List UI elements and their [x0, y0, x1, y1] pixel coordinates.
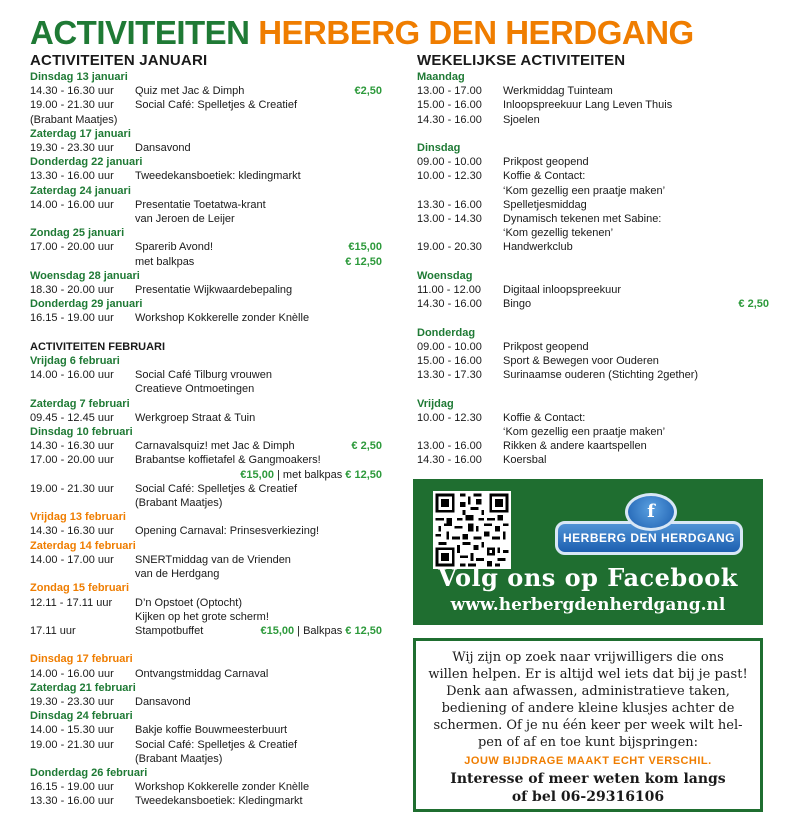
activity-row	[417, 198, 769, 212]
activity-desc: Spelletjesmiddag	[503, 198, 587, 211]
activity-desc: Stampotbuffet	[135, 624, 204, 637]
activity-desc: Quiz met Jac & Dimph	[135, 85, 245, 98]
activity-price: € 2,50	[738, 298, 769, 311]
activity-time: 13.00 - 17.00	[417, 85, 482, 98]
weekday-heading: Maandag	[417, 71, 465, 83]
activity-time: 14.30 - 16.00	[417, 113, 482, 126]
website-link[interactable]: www.herbergdenherdgang.nl	[450, 595, 726, 615]
activity-desc: Koersbal	[503, 454, 547, 467]
activity-desc: Inloopspreekuur Lang Leven Thuis	[503, 99, 673, 112]
price-line	[260, 624, 382, 638]
activity-time: 14.00 - 16.00 uur	[30, 369, 114, 382]
activity-row	[417, 411, 769, 425]
activity-row	[417, 297, 769, 311]
volunteers-text-line: pen of af en toe kunt bijspringen:	[477, 735, 699, 750]
activity-row	[30, 596, 382, 610]
price-separator: | met balkpas	[273, 468, 346, 481]
activity-time: 09.00 - 10.00	[417, 156, 482, 169]
activity-row	[417, 439, 769, 453]
activity-desc: Tweedekansboetiek: Kledingmarkt	[135, 795, 303, 808]
day-heading: Dinsdag 13 januari	[30, 71, 128, 83]
activity-desc: Prikpost geopend	[503, 156, 589, 169]
activity-time: 14.30 - 16.30 uur	[30, 525, 114, 538]
activity-note: met balkpas	[135, 255, 195, 268]
volunteers-phone-line: of bel 06-29316106	[511, 789, 665, 805]
activity-desc: Sparerib Avond!	[135, 241, 214, 254]
activity-row	[417, 113, 769, 127]
activity-note: (Brabant Maatjes)	[30, 113, 118, 126]
day-heading: Donderdag 29 januari	[30, 298, 143, 311]
activity-desc: Werkmiddag Tuinteam	[503, 85, 613, 98]
weekday-heading: Vrijdag	[417, 397, 454, 410]
activity-time: 17.00 - 20.00 uur	[30, 454, 114, 467]
weekday-heading: Woensdag	[417, 269, 473, 282]
activity-desc: D’n Opstoet (Optocht)	[135, 596, 242, 609]
activity-time: 14.30 - 16.00	[417, 454, 482, 467]
activity-desc: Dansavond	[135, 695, 191, 708]
activity-row	[30, 368, 382, 382]
activity-desc: Presentatie Toetatwa-krant	[135, 198, 266, 211]
activity-time: 13.30 - 16.00	[417, 198, 482, 211]
activity-row	[417, 240, 769, 254]
activity-price: € 12,50	[345, 255, 382, 268]
facebook-banner[interactable]	[413, 479, 763, 625]
activity-note: (Brabant Maatjes)	[135, 497, 223, 510]
volunteers-text-line: willen helpen. Er is altijd wel iets dat bij je past!	[428, 667, 748, 682]
activity-note: van Jeroen de Leijer	[135, 213, 235, 226]
day-heading: Zondag 15 februari	[30, 582, 130, 595]
day-heading: Zaterdag 21 februari	[30, 681, 136, 694]
activity-price: € 12,50	[345, 624, 382, 637]
activity-time: 13.30 - 16.00 uur	[30, 795, 114, 808]
activity-time: 10.00 - 12.30	[417, 170, 482, 183]
january-heading: ACTIVITEITEN JANUARI	[30, 52, 208, 69]
activity-time: 13.30 - 16.00 uur	[30, 170, 114, 183]
activity-desc: Presentatie Wijkwaardebepaling	[135, 284, 293, 297]
activity-row	[30, 524, 382, 538]
activity-desc: Koffie & Contact:	[503, 411, 586, 424]
activity-row	[30, 141, 382, 155]
activity-desc: Workshop Kokkerelle zonder Knèlle	[135, 312, 310, 325]
activity-note: Creatieve Ontmoetingen	[135, 383, 255, 396]
activity-row	[417, 368, 769, 382]
activity-price: €15,00	[260, 624, 295, 637]
activity-desc: Opening Carnaval: Prinsesverkiezing!	[135, 525, 320, 538]
activity-note: van de Herdgang	[135, 568, 220, 581]
activity-time: 09.45 - 12.45 uur	[30, 411, 114, 424]
volunteers-text-line: schermen. Of je nu één keer per week wilt hel-	[433, 718, 743, 733]
activity-time: 17.00 - 20.00 uur	[30, 241, 114, 254]
activity-row	[417, 340, 769, 354]
activity-row	[30, 283, 382, 297]
activity-desc: Social Café Tilburg vrouwen	[135, 369, 272, 382]
activity-row	[417, 155, 769, 169]
activity-desc: Rikken & andere kaartspellen	[503, 440, 647, 453]
activity-time: 14.00 - 15.30 uur	[30, 724, 114, 737]
activity-time: 14.30 - 16.00	[417, 298, 482, 311]
page-title	[30, 14, 694, 52]
february-heading: ACTIVITEITEN FEBRUARI	[30, 340, 166, 353]
activity-row	[417, 354, 769, 368]
activity-time: 16.15 - 19.00 uur	[30, 781, 114, 794]
activity-row	[30, 240, 382, 254]
activity-time: 16.15 - 19.00 uur	[30, 312, 114, 325]
activity-desc: Tweedekansboetiek: kledingmarkt	[135, 170, 301, 183]
day-heading: Zaterdag 14 februari	[30, 539, 136, 552]
activity-desc: Werkgroep Straat & Tuin	[135, 411, 256, 424]
day-heading: Zaterdag 7 februari	[30, 397, 130, 410]
activity-row	[30, 482, 382, 496]
activity-desc: Social Café: Spelletjes & Creatief	[135, 99, 298, 112]
activity-row	[417, 98, 769, 112]
day-heading: Zaterdag 17 januari	[30, 127, 131, 140]
title-herberg: HERBERG DEN HERDGANG	[258, 14, 694, 51]
activity-desc: Koffie & Contact:	[503, 170, 586, 183]
activity-time: 14.00 - 16.00 uur	[30, 198, 114, 211]
day-heading: Dinsdag 10 februari	[30, 426, 133, 439]
activity-row	[30, 411, 382, 425]
activity-price: € 12,50	[345, 468, 382, 481]
price-separator: | Balkpas	[294, 624, 346, 637]
activity-row	[30, 738, 382, 752]
activity-desc: Prikpost geopend	[503, 340, 589, 353]
activity-row	[30, 255, 382, 269]
activity-row	[417, 283, 769, 297]
activity-row	[30, 98, 382, 112]
activity-time: 19.00 - 21.30 uur	[30, 99, 114, 112]
volunteers-text-line: bediening of andere kleine klusjes achter de	[441, 701, 735, 716]
activity-row	[30, 311, 382, 325]
activity-time: 19.00 - 20.30	[417, 241, 482, 254]
activity-time: 14.30 - 16.30 uur	[30, 85, 114, 98]
activity-note: ‘Kom gezellig tekenen’	[503, 227, 614, 240]
activity-price: € 2,50	[351, 440, 382, 453]
volunteers-text-line: Denk aan afwassen, administratieve taken,	[446, 684, 730, 699]
activity-price: €15,00	[348, 241, 382, 254]
activity-row	[30, 723, 382, 737]
day-heading: Donderdag 26 februari	[30, 766, 148, 779]
activity-desc: Carnavalsquiz! met Jac & Dimph	[135, 440, 295, 453]
activity-time: 19.00 - 21.30 uur	[30, 482, 114, 495]
day-heading: Dinsdag 24 februari	[30, 710, 133, 723]
activity-row	[30, 695, 382, 709]
activity-time: 19.30 - 23.30 uur	[30, 142, 114, 155]
activity-desc: Brabantse koffietafel & Gangmoakers!	[135, 454, 321, 467]
facebook-icon[interactable]: f	[625, 493, 677, 531]
day-heading: Zondag 25 januari	[30, 227, 125, 240]
day-heading: Vrijdag 13 februari	[30, 511, 126, 524]
volunteers-text-line: Wij zijn op zoek naar vrijwilligers die ons	[452, 650, 724, 665]
weekly-heading: WEKELIJKSE ACTIVITEITEN	[417, 52, 626, 69]
price-line	[30, 468, 382, 482]
activity-desc: Bakje koffie Bouwmeesterbuurt	[135, 724, 288, 737]
activity-row	[30, 169, 382, 183]
herberg-badge[interactable]: HERBERG DEN HERDGANG	[555, 521, 743, 555]
activity-row	[30, 439, 382, 453]
activity-row	[30, 624, 382, 638]
activity-desc: Surinaamse ouderen (Stichting 2gether)	[503, 369, 699, 382]
activity-time: 19.00 - 21.30 uur	[30, 738, 114, 751]
activity-time: 19.30 - 23.30 uur	[30, 695, 114, 708]
activity-time: 13.30 - 17.30	[417, 369, 482, 382]
activity-row	[30, 198, 382, 212]
qr-code[interactable]	[433, 491, 511, 569]
activity-row	[417, 84, 769, 98]
weekday-heading: Dinsdag	[417, 142, 461, 154]
day-heading: Donderdag 22 januari	[30, 156, 143, 169]
volunteers-contact-line: Interesse of meer weten kom langs	[450, 771, 726, 787]
activity-time: 13.00 - 14.30	[417, 213, 482, 226]
weekly-activities-column	[417, 52, 769, 468]
activity-time: 14.00 - 17.00 uur	[30, 553, 114, 566]
activity-time: 17.11 uur	[30, 624, 76, 637]
activity-row	[417, 453, 769, 467]
activity-row	[30, 84, 382, 98]
activity-desc: Sport & Bewegen voor Ouderen	[503, 355, 659, 368]
qr-code-graphic	[433, 491, 511, 569]
activity-desc: Handwerkclub	[503, 241, 573, 254]
activity-time: 13.00 - 16.00	[417, 440, 482, 453]
activity-time: 10.00 - 12.30	[417, 411, 482, 424]
monthly-activities-column	[30, 52, 382, 809]
activity-time: 15.00 - 16.00	[417, 355, 482, 368]
activity-note: ‘Kom gezellig een praatje maken’	[503, 184, 666, 197]
activity-desc: Sjoelen	[503, 113, 540, 126]
activity-desc: Social Café: Spelletjes & Creatief	[135, 738, 298, 751]
weekday-heading: Donderdag	[417, 326, 476, 339]
activity-desc: Bingo	[503, 298, 532, 311]
day-heading: Dinsdag 17 februari	[30, 653, 133, 666]
volunteers-box	[413, 638, 763, 812]
activity-time: 15.00 - 16.00	[417, 99, 482, 112]
activity-price: €15,00	[240, 468, 274, 481]
activity-note: (Brabant Maatjes)	[135, 752, 223, 765]
activity-desc: Dansavond	[135, 142, 191, 155]
activity-desc: Dynamisch tekenen met Sabine:	[503, 213, 662, 226]
activity-note: Kijken op het grote scherm!	[135, 610, 269, 623]
volunteers-call-to-action: JOUW BIJDRAGE MAAKT ECHT VERSCHIL.	[464, 755, 712, 767]
activity-time: 18.30 - 20.00 uur	[30, 284, 114, 297]
activity-desc: Ontvangstmiddag Carnaval	[135, 667, 269, 680]
activity-desc: Digitaal inloopspreekuur	[503, 284, 622, 297]
activity-note: ‘Kom gezellig een praatje maken’	[503, 426, 666, 439]
activity-time: 14.30 - 16.30 uur	[30, 440, 114, 453]
activity-time: 14.00 - 16.00 uur	[30, 667, 114, 680]
day-heading: Zaterdag 24 januari	[30, 184, 131, 197]
activity-row	[417, 212, 769, 226]
follow-facebook-text: Volg ons op Facebook	[438, 563, 738, 592]
activity-row	[30, 780, 382, 794]
activity-time: 09.00 - 10.00	[417, 340, 482, 353]
title-activiteiten: ACTIVITEITEN	[30, 14, 250, 51]
activity-desc: Workshop Kokkerelle zonder Knèlle	[135, 781, 310, 794]
day-heading: Woensdag 28 januari	[30, 269, 140, 282]
activity-row	[30, 794, 382, 808]
activity-row	[30, 453, 382, 467]
activity-desc: Social Café: Spelletjes & Creatief	[135, 482, 298, 495]
activity-desc: SNERTmiddag van de Vrienden	[135, 553, 291, 566]
activity-time: 11.00 - 12.00	[417, 284, 482, 297]
activity-time: 12.11 - 17.11 uur	[30, 596, 113, 609]
activity-row	[417, 169, 769, 183]
day-heading: Vrijdag 6 februari	[30, 355, 120, 368]
activity-row	[30, 667, 382, 681]
activity-price: €2,50	[354, 85, 382, 98]
activity-row	[30, 553, 382, 567]
